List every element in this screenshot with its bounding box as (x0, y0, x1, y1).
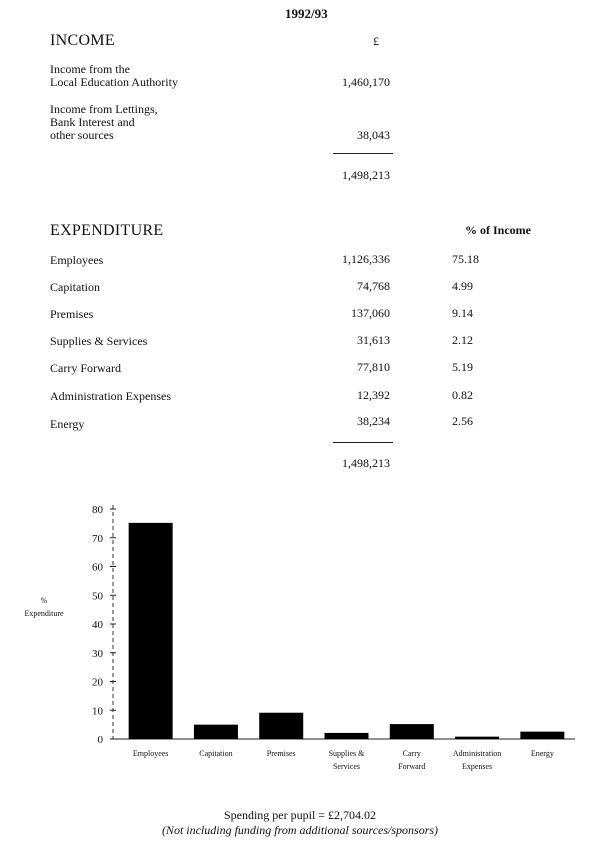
y-axis-label: Expenditure (24, 609, 64, 618)
expenditure-total-rule (333, 442, 393, 443)
income-heading: INCOME (50, 32, 115, 49)
expenditure-amount: 31,613 (357, 333, 390, 347)
y-tick-label: 60 (92, 561, 103, 574)
expenditure-heading: EXPENDITURE (50, 222, 164, 239)
expenditure-percent: 4.99 (452, 279, 473, 293)
expenditure-label: Premises (50, 307, 94, 321)
y-axis-label: % (40, 596, 48, 605)
funding-note: (Not including funding from additional sources/sponsors) (161, 823, 439, 837)
expenditure-amount: 77,810 (357, 360, 390, 374)
expenditure-label: Carry Forward (50, 361, 121, 375)
year-label: 1992/93 (285, 6, 328, 21)
x-tick-label: Administration (452, 749, 502, 758)
y-tick-label: 50 (92, 590, 103, 603)
expenditure-label: Employees (50, 253, 104, 267)
x-tick-label: Premises (266, 749, 296, 758)
income-total-rule (333, 153, 393, 154)
income-item-lettings-label (50, 103, 158, 142)
spending-per-pupil: Spending per pupil = £2,704.02 (223, 808, 377, 822)
expenditure-percent: 2.12 (452, 333, 473, 347)
y-tick-label: 20 (92, 676, 103, 689)
x-tick-label: Employees (132, 749, 169, 758)
expenditure-label: Supplies & Services (50, 334, 148, 348)
bar (325, 733, 369, 739)
bar (129, 523, 173, 739)
bar (390, 724, 434, 739)
expenditure-percent: 5.19 (452, 360, 473, 374)
x-tick-label: Capitation (199, 749, 233, 758)
y-tick-label: 0 (97, 734, 103, 746)
bar (194, 725, 238, 739)
income-item-lettings-label-line: Income from Lettings, (50, 102, 158, 116)
income-item-lea-label (50, 63, 178, 89)
x-tick-label: Energy (530, 749, 554, 758)
income-item-lea-label-line: Income from the (50, 62, 130, 76)
income-item-lea-amount: 1,460,170 (342, 75, 390, 89)
y-tick-label: 40 (92, 619, 103, 631)
expenditure-amount: 1,126,336 (342, 252, 390, 266)
currency-symbol: £ (373, 34, 379, 48)
expenditure-label: Energy (50, 417, 85, 431)
expenditure-amount: 137,060 (351, 306, 390, 320)
expenditure-amount: 12,392 (357, 388, 390, 402)
percent-of-income-header: % of Income (465, 223, 531, 237)
y-tick-label: 80 (92, 504, 103, 516)
bar (259, 713, 303, 739)
y-tick-label: 10 (92, 705, 103, 718)
expenditure-label: Capitation (50, 280, 100, 294)
x-tick-label: Supplies & (328, 749, 365, 758)
bar (455, 737, 499, 739)
bar (520, 732, 564, 739)
y-tick-label: 70 (92, 532, 103, 545)
income-item-lea-label-line: Local Education Authority (50, 75, 178, 89)
expenditure-percent: 75.18 (452, 252, 479, 266)
x-tick-label: Forward (398, 762, 426, 771)
y-tick-label: 30 (92, 647, 103, 660)
expenditure-amount: 38,234 (357, 414, 390, 428)
x-tick-label: Services (332, 762, 361, 771)
income-item-lettings-amount: 38,043 (357, 128, 390, 142)
expenditure-bar-chart (0, 495, 600, 780)
expenditure-percent: 2.56 (452, 414, 473, 428)
expenditure-total: 1,498,213 (342, 456, 390, 470)
income-total: 1,498,213 (342, 168, 390, 182)
income-item-lettings-label-line: other sources (50, 128, 114, 142)
expenditure-percent: 9.14 (452, 306, 473, 320)
expenditure-amount: 74,768 (357, 279, 390, 293)
income-item-lettings-label-line: Bank Interest and (50, 115, 135, 129)
x-tick-label: Carry (402, 749, 421, 758)
expenditure-label: Administration Expenses (50, 389, 171, 403)
x-tick-label: Expenses (461, 762, 493, 771)
expenditure-percent: 0.82 (452, 388, 473, 402)
